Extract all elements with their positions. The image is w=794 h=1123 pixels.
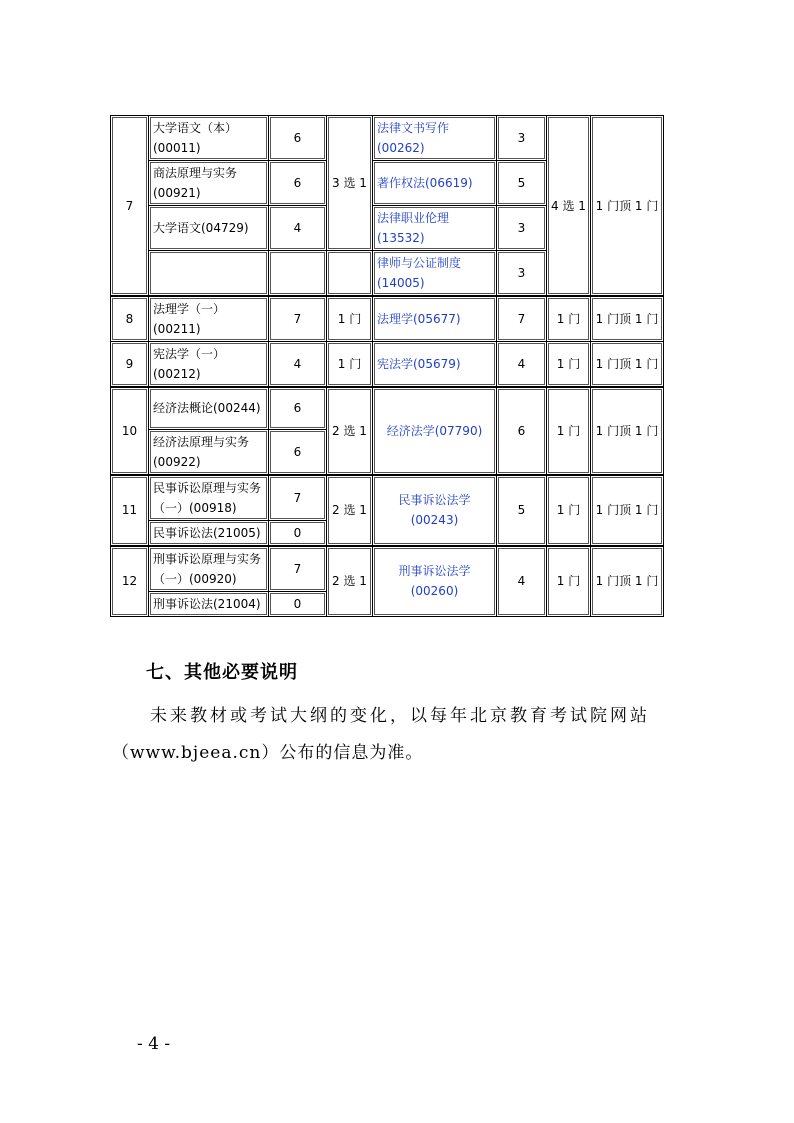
old-course-name: 大学语文(04729) bbox=[149, 206, 269, 251]
old-course-credits: 7 bbox=[269, 546, 327, 592]
new-course-name: 经济法学(07790) bbox=[373, 387, 497, 475]
new-course-credits: 7 bbox=[497, 296, 547, 342]
old-selection-rule: 2 选 1 bbox=[327, 475, 373, 546]
old-course-name: 宪法学（一）(00212) bbox=[149, 342, 269, 388]
row-number: 7 bbox=[111, 116, 149, 297]
row-number: 9 bbox=[111, 342, 149, 388]
old-selection-rule: 1 门 bbox=[327, 342, 373, 388]
old-course-name: 民事诉讼原理与实务（一）(00918) bbox=[149, 475, 269, 521]
new-selection-rule: 1 门 bbox=[547, 387, 591, 475]
new-course-name: 法律文书写作(00262) bbox=[373, 116, 497, 161]
new-course-credits: 4 bbox=[497, 342, 547, 388]
old-selection-rule: 1 门 bbox=[327, 296, 373, 342]
replacement-rule: 1 门顶 1 门 bbox=[591, 296, 664, 342]
section-heading: 七、其他必要说明 bbox=[146, 662, 298, 683]
old-course-credits: 4 bbox=[269, 206, 327, 251]
old-course-name: 经济法原理与实务(00922) bbox=[149, 429, 269, 475]
old-course-credits: 6 bbox=[269, 429, 327, 475]
new-course-name: 著作权法(06619) bbox=[373, 161, 497, 206]
new-course-credits: 5 bbox=[497, 161, 547, 206]
new-course-credits: 6 bbox=[497, 387, 547, 475]
old-course-credits: 6 bbox=[269, 387, 327, 429]
new-course-credits: 3 bbox=[497, 206, 547, 251]
table-row bbox=[111, 387, 664, 429]
old-course-credits: 6 bbox=[269, 161, 327, 206]
new-selection-rule: 1 门 bbox=[547, 475, 591, 546]
new-selection-rule: 4 选 1 bbox=[547, 116, 591, 297]
old-course-name: 民事诉讼法(21005) bbox=[149, 520, 269, 546]
old-course-name: 大学语文（本）(00011) bbox=[149, 116, 269, 161]
old-course-name: 经济法概论(00244) bbox=[149, 387, 269, 429]
old-course-credits: 0 bbox=[269, 520, 327, 546]
empty-cell bbox=[327, 251, 373, 297]
old-course-name: 刑事诉讼法(21004) bbox=[149, 591, 269, 616]
page-number: - 4 - bbox=[137, 1034, 171, 1054]
old-course-credits: 6 bbox=[269, 116, 327, 161]
old-selection-rule: 2 选 1 bbox=[327, 546, 373, 617]
new-course-credits: 3 bbox=[497, 251, 547, 297]
row-number: 12 bbox=[111, 546, 149, 617]
new-course-name: 宪法学(05679) bbox=[373, 342, 497, 388]
new-course-name: 民事诉讼法学(00243) bbox=[373, 475, 497, 546]
new-selection-rule: 1 门 bbox=[547, 546, 591, 617]
row-number: 8 bbox=[111, 296, 149, 342]
body-paragraph-line-2: （www.bjeea.cn）公布的信息为准。 bbox=[112, 743, 424, 763]
new-selection-rule: 1 门 bbox=[547, 296, 591, 342]
replacement-rule: 1 门顶 1 门 bbox=[591, 546, 664, 617]
course-replacement-table bbox=[110, 115, 664, 617]
replacement-rule: 1 门顶 1 门 bbox=[591, 116, 664, 297]
empty-cell bbox=[269, 251, 327, 297]
old-course-name: 刑事诉讼原理与实务（一）(00920) bbox=[149, 546, 269, 592]
old-course-name: 法理学（一）(00211) bbox=[149, 296, 269, 342]
table-row bbox=[111, 546, 664, 592]
old-course-credits: 7 bbox=[269, 296, 327, 342]
row-number: 11 bbox=[111, 475, 149, 546]
new-course-credits: 4 bbox=[497, 546, 547, 617]
old-course-credits: 0 bbox=[269, 591, 327, 616]
new-course-credits: 3 bbox=[497, 116, 547, 161]
old-course-credits: 7 bbox=[269, 475, 327, 521]
replacement-rule: 1 门顶 1 门 bbox=[591, 387, 664, 475]
body-paragraph-line-1: 未来教材或考试大纲的变化，以每年北京教育考试院网站 bbox=[150, 706, 650, 726]
table-row bbox=[111, 475, 664, 521]
old-course-name: 商法原理与实务(00921) bbox=[149, 161, 269, 206]
replacement-rule: 1 门顶 1 门 bbox=[591, 475, 664, 546]
new-course-credits: 5 bbox=[497, 475, 547, 546]
new-course-name: 律师与公证制度(14005) bbox=[373, 251, 497, 297]
table-row bbox=[111, 116, 664, 161]
old-course-credits: 4 bbox=[269, 342, 327, 388]
new-selection-rule: 1 门 bbox=[547, 342, 591, 388]
row-number: 10 bbox=[111, 387, 149, 475]
old-selection-rule: 3 选 1 bbox=[327, 116, 373, 251]
new-course-name: 刑事诉讼法学(00260) bbox=[373, 546, 497, 617]
table-row bbox=[111, 296, 664, 342]
new-course-name: 法理学(05677) bbox=[373, 296, 497, 342]
new-course-name: 法律职业伦理(13532) bbox=[373, 206, 497, 251]
table-row bbox=[111, 342, 664, 388]
replacement-rule: 1 门顶 1 门 bbox=[591, 342, 664, 388]
empty-cell bbox=[149, 251, 269, 297]
old-selection-rule: 2 选 1 bbox=[327, 387, 373, 475]
